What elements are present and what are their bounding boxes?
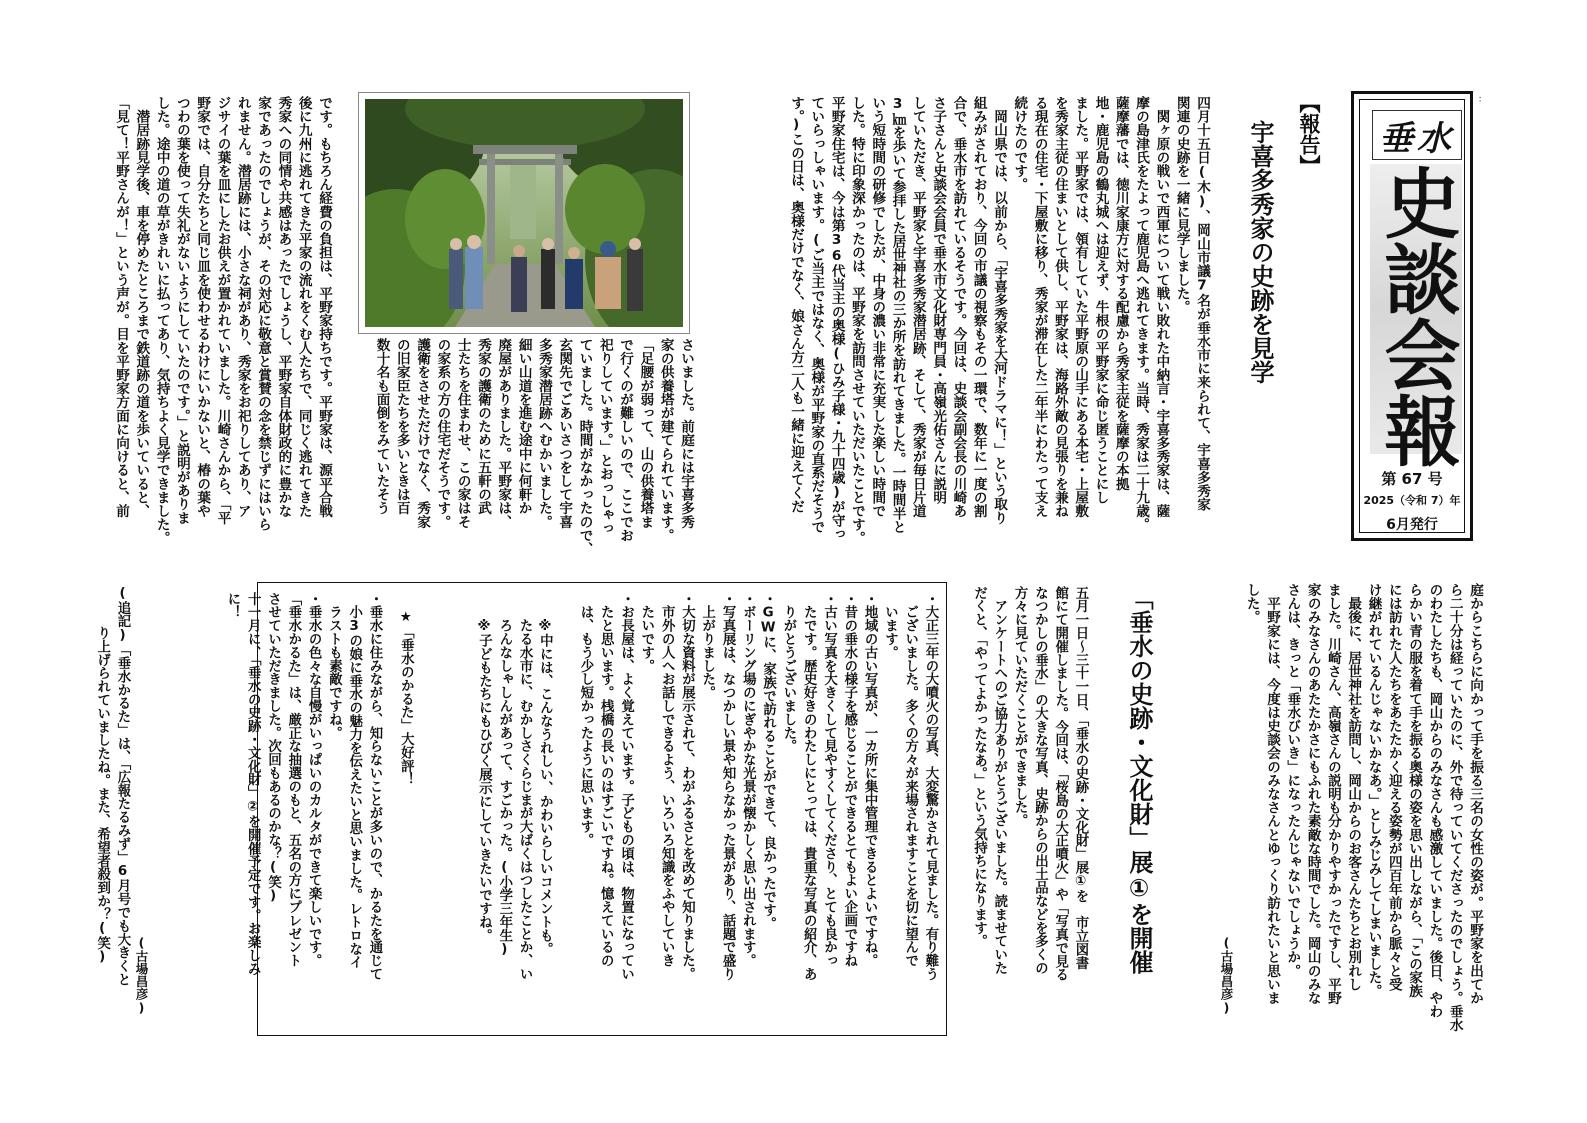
shrine-photo-image — [365, 99, 683, 327]
masthead-brand: 垂水 — [1372, 110, 1462, 160]
issue-year: 2025（令和 7）年 — [1363, 494, 1461, 507]
corner-mark: ： — [1478, 95, 1488, 105]
exhibit-intro: 五月一日～三十一日、「垂水の史跡・文化財」展①を 市立図書 館にて開催しました。今回は、「桜島の大正噴火」や「写真で見る なつかしの垂水」の大きな写真、史跡からの出土品などを多くの 方々に見ていただくことができました。 アンケートへのご協力ありがとうございました。読ませていた だくと、「やってよかったなあ。」という気持ちになります。 — [971, 586, 1088, 982]
issue-month: 6月発行 — [1386, 517, 1438, 533]
article-tag: 【報告】 — [1297, 92, 1321, 176]
article-body-3: です。もちろん経費の負担は、平野家持ちです。平野家は、源平合戦 後に九州に逃れてきた平家の流れをくむ人たちで、同じく逃れてきた 秀家への同情や共感はあったでしょうし、平野家自体財政的に豊かな 家であったのでしょうが、その対応に敬意と賞賛の念を禁じずにはいら れません。潜居跡には、小さな祠があり、秀家をお祀りしてあり、ア ジサイの葉を皿にしたお供えが置かれていました。川崎さんから、「平 野家では、自分たちと同じ皿を使わせるわけにいかないと、椿の葉や つわの葉を使って失礼がないようにしていたのです。」と説明がありま した。途中の道の草がきれいに払ってあり、気持ちよく見学できました。 潜居跡見学後、車を停めたところまで鉄道跡の道を歩いていると、 「見て！平野さんが！」という声が。目を平野家方面に向けると、前 — [113, 96, 332, 545]
karuta-heading: ★「垂水のかるた」大好評！ — [398, 610, 414, 786]
article-body-1: 四月十五日(木)、岡山市議7名が垂水市に来られて、宇喜多秀家 関連の史跡を一緒に見学しました。 関ヶ原の戦いで西軍について戦い敗れた中納言・宇喜多秀家は、薩 摩の島津氏をたよって鹿児島へ逃れてきます。当時、秀家は二十九歳。 薩摩藩では、徳川家康方に対する配慮から秀家主従を薩摩の本拠 地・鹿児島の鶴丸城へは迎えず、牛根の平野家に命じ匿うことにし ました。平野家では、領有していた平野原の山手にある本宅・上屋敷 を秀家主従の住まいとして供し、平野家は、海路外敵の見張りを兼ね る現在の住宅・下屋敷に移り、秀家が滞在した二年半にわたって支え 続けたのです。 岡山県では、以前から、「宇喜多秀家を大河ドラマに！」という取り 組みがされており、今回の市議の視察もその一環で、数年に一度の割 合で、垂水市を訪れているそうです。今回は、史談会副会長の川崎あ さ子さんと史談会会員で垂水市文化財専門員・高嶺光佑さんに説明 していただき、平野家と宇喜多秀家潜居跡、そして、秀家が毎日片道 3㎞を歩いて参拝した居世神社の三か所を訪れてきました。一時間半と いう短時間の研修でしたが、中身の濃い非常に充実した楽しい時間で した。特に印象深かったのは、平野家を訪問させていただいたことです。 平野家住宅は、今は第36代当主の奥様(ひみ子様・九十四歳)が守っ ていらっしゃいます。(ご当主ではなく、奥様が平野家の直系だそうで す。)この日は、奥様だけでなく、娘さん方二人も一緒に迎えてくだ — [788, 96, 1210, 545]
article-body-4: 庭からこちらに向かって手を振る三名の女性の姿が。平野家を出てか ら二十分は経っていたのに、外で待っていてくださったのでしょう。垂水 のわたしたちも、岡山からのみなさんも感激していました。後日、やわ らかい青の服を着て手を振る奥様の姿を思い出しながら、「この家族 には訪れた人たちをあたたかく迎える姿勢が四百年前から脈々と受 け継がれているんじゃないかなあ。」としみじみしてしまいました。 最後に、居世神社を訪問し、岡山からのお客さんたちとお別れし ました。川崎さん、高嶺さんの説明も分かりやすかったですし、平野 家のみなさんのあたたかさにもふれた素敵な時間でした。岡山のみな さんは、きっと「垂水びいき」になったんじゃないでしょうか。 平野家には、今度は史談会のみなさんとゆっくり訪れたいと思いま した。 — [1243, 583, 1483, 1032]
feedback-list: ・大正三年の大噴火の写真、大変驚かされて見ました。有り難う ございました。多くの方々が来場されますことを切に望んで います。 ・地域の古い写真が、一カ所に集中管理できるとよいですね。 ・昔の垂水の様子を感じることができるとてもよい企画ですね ・古い写真を大きくして見やすくしてくださり、とても良かっ たです。歴史好きのわたしにとっては、貴重な写真の紹介、あ りがとうございました。 ・GWに、家族で訪れることができて、良かったです。 ・ボーリング場のにぎやかな光景が懐かしく思い出されます。 ・写真展は、なつかしい景や知らなかった景があり、話題で盛り 上がりました。 ・大切な資料が展示されて、わがふるさとを改めて知りました。 市外の人へお話しできるよう、いろいろ知識をふやしていき たいです。 ・お長屋は、よく覚えています。子どもの頃は、物置になってい たと思います。桟橋の長いのはすごいですね。憶えているの は、もう少し短かったように思います。 ※中には、こんなうれしい、かわいらしいコメントも。 たる水市に、むかしさくらじまが大ばくはつしたことか、い ろんなしゃしんがあって、すごかった。(小学三年生) ※子どもたちにもひびく展示にしていきたいですね。 — [476, 592, 938, 981]
exhibit-signature: (古場昌彦) — [134, 935, 149, 1015]
masthead — [1351, 91, 1473, 541]
article-body-2: さいました。前庭には宇喜多秀 家の供養塔が建てられています。 「足腰が弱って、山の供養塔ま で行くのが難しいので、ここでお 祀りしています。」とおっしゃっ ていました。時間がなかったので、 玄関先でごあいさつをして宇喜 多秀家潜居跡へむかいました。 細い山道を進む途中に何軒か 廃屋がありました。平野家は、 秀家の護衛のために五軒の武 士たちを住まわせ、この家はそ の家系の方の住宅だそうです。 護衛をさせただけでなく、秀家 の旧家臣たちを多いときは百 数十名も面倒をみていたそう — [373, 338, 694, 556]
masthead-title: 史談会報 — [1372, 164, 1461, 468]
karuta-comments: ・垂水に住みながら、知らないことが多いので、かるたを通じて 小3の娘に垂水の魅力を伝えたいと思いました。レトロなイ ラストも素敵ですね。 ・垂水の色々な自慢がいっぱいのカルタができて楽しいです。 「垂水かるた」は、厳正な抽選のもと、五名の方にプレゼント させていただきました。次回もあるのかな？(笑) 十一月に、「垂水の史跡・文化財」②を開催予定です。お楽しみ に！ — [224, 592, 382, 981]
postscript: (追記)「垂水かるた」は、「広報たるみず」6月号でも大きくと り上げられていましたね。また、希望者殺到か？(笑) — [94, 586, 130, 987]
article-signature: (古場昌彦) — [1219, 935, 1234, 1015]
article-title: 宇喜多秀家の史跡を見学 — [1246, 120, 1274, 384]
masthead-frame — [1359, 99, 1465, 533]
exhibit-title: 「垂水の史跡・文化財」展①を開催 — [1125, 586, 1153, 974]
issue-number: 第 67 号 — [1381, 470, 1443, 488]
torii-photo — [358, 92, 690, 334]
